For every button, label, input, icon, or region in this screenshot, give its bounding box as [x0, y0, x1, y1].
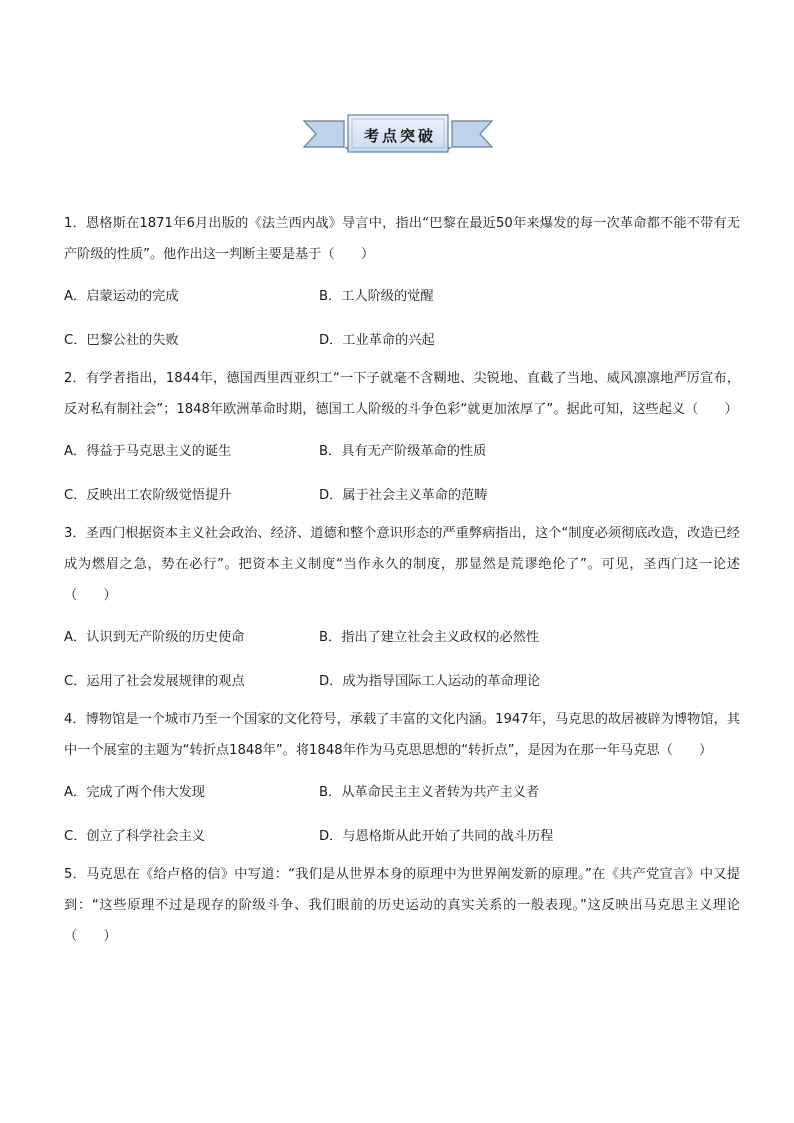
option-row [64, 430, 740, 474]
option-b[interactable]: B．指出了建立社会主义政权的必然性 [319, 630, 540, 645]
option-b[interactable]: B．从革命民主主义者转为共产主义者 [319, 785, 540, 800]
option-d[interactable]: D．与恩格斯从此开始了共同的战斗历程 [319, 829, 554, 844]
option-c[interactable]: C．反映出工农阶级觉悟提升 [64, 488, 232, 503]
option-b[interactable]: B．工人阶级的觉醒 [319, 289, 434, 304]
option-a[interactable]: A．启蒙运动的完成 [64, 289, 179, 304]
question-4 [64, 704, 740, 859]
option-b[interactable]: B．具有无产阶级革命的性质 [319, 444, 487, 459]
question-2 [64, 363, 740, 518]
option-row [64, 660, 740, 704]
option-a[interactable]: A．完成了两个伟大发现 [64, 785, 205, 800]
question-1 [64, 208, 740, 363]
question-3 [64, 518, 740, 704]
option-c[interactable]: C．运用了社会发展规律的观点 [64, 674, 245, 689]
question-stem: 5．马克思在《给卢格的信》中写道：“我们是从世界本身的原理中为世界阐发新的原理。”在《共产党宣言》中又提到：“这些原理不过是现存的阶级斗争、我们眼前的历史运动的真实关系的一般表现。”这反映出马克思主义理论（ ） [64, 867, 740, 944]
question-stem: 1．恩格斯在1871年6月出版的《法兰西内战》导言中，指出“巴黎在最近50年来爆发的每一次革命都不能不带有无产阶级的性质”。他作出这一判断主要是基于（ ） [64, 216, 740, 262]
option-row [64, 616, 740, 660]
option-row [64, 319, 740, 363]
option-a[interactable]: A．得益于马克思主义的诞生 [64, 444, 232, 459]
option-c[interactable]: C．创立了科学社会主义 [64, 829, 206, 844]
question-list [64, 208, 740, 952]
option-row [64, 815, 740, 859]
question-stem: 4．博物馆是一个城市乃至一个国家的文化符号，承载了丰富的文化内涵。1947年，马克思的故居被辟为博物馆，其中一个展室的主题为“转折点1848年”。将1848年作为马克思思想的“转折点”，是因为在那一年马克思（ ） [64, 712, 740, 758]
banner-title: 考点突破 [363, 126, 436, 145]
option-a[interactable]: A．认识到无产阶级的历史使命 [64, 630, 245, 645]
option-d[interactable]: D．属于社会主义革命的范畴 [319, 488, 488, 503]
option-c[interactable]: C．巴黎公社的失败 [64, 333, 179, 348]
option-row [64, 474, 740, 518]
section-banner [302, 112, 494, 158]
option-d[interactable]: D．成为指导国际工人运动的革命理论 [319, 674, 541, 689]
option-row [64, 275, 740, 319]
question-stem: 3．圣西门根据资本主义社会政治、经济、道德和整个意识形态的严重弊病指出，这个“制度必须彻底改造，改造已经成为燃眉之急，势在必行”。把资本主义制度“当作永久的制度，那显然是荒谬绝伦了”。可见，圣西门这一论述（ ） [64, 526, 740, 603]
question-stem: 2．有学者指出，1844年，德国西里西亚织工“一下子就毫不含糊地、尖锐地、直截了当地、威风凛凛地严厉宣布，反对私有制社会”；1848年欧洲革命时期，德国工人阶级的斗争色彩“就更加浓厚了”。据此可知，这些起义（ ） [64, 371, 740, 417]
option-d[interactable]: D．工业革命的兴起 [319, 333, 435, 348]
option-row [64, 771, 740, 815]
question-5 [64, 859, 740, 952]
